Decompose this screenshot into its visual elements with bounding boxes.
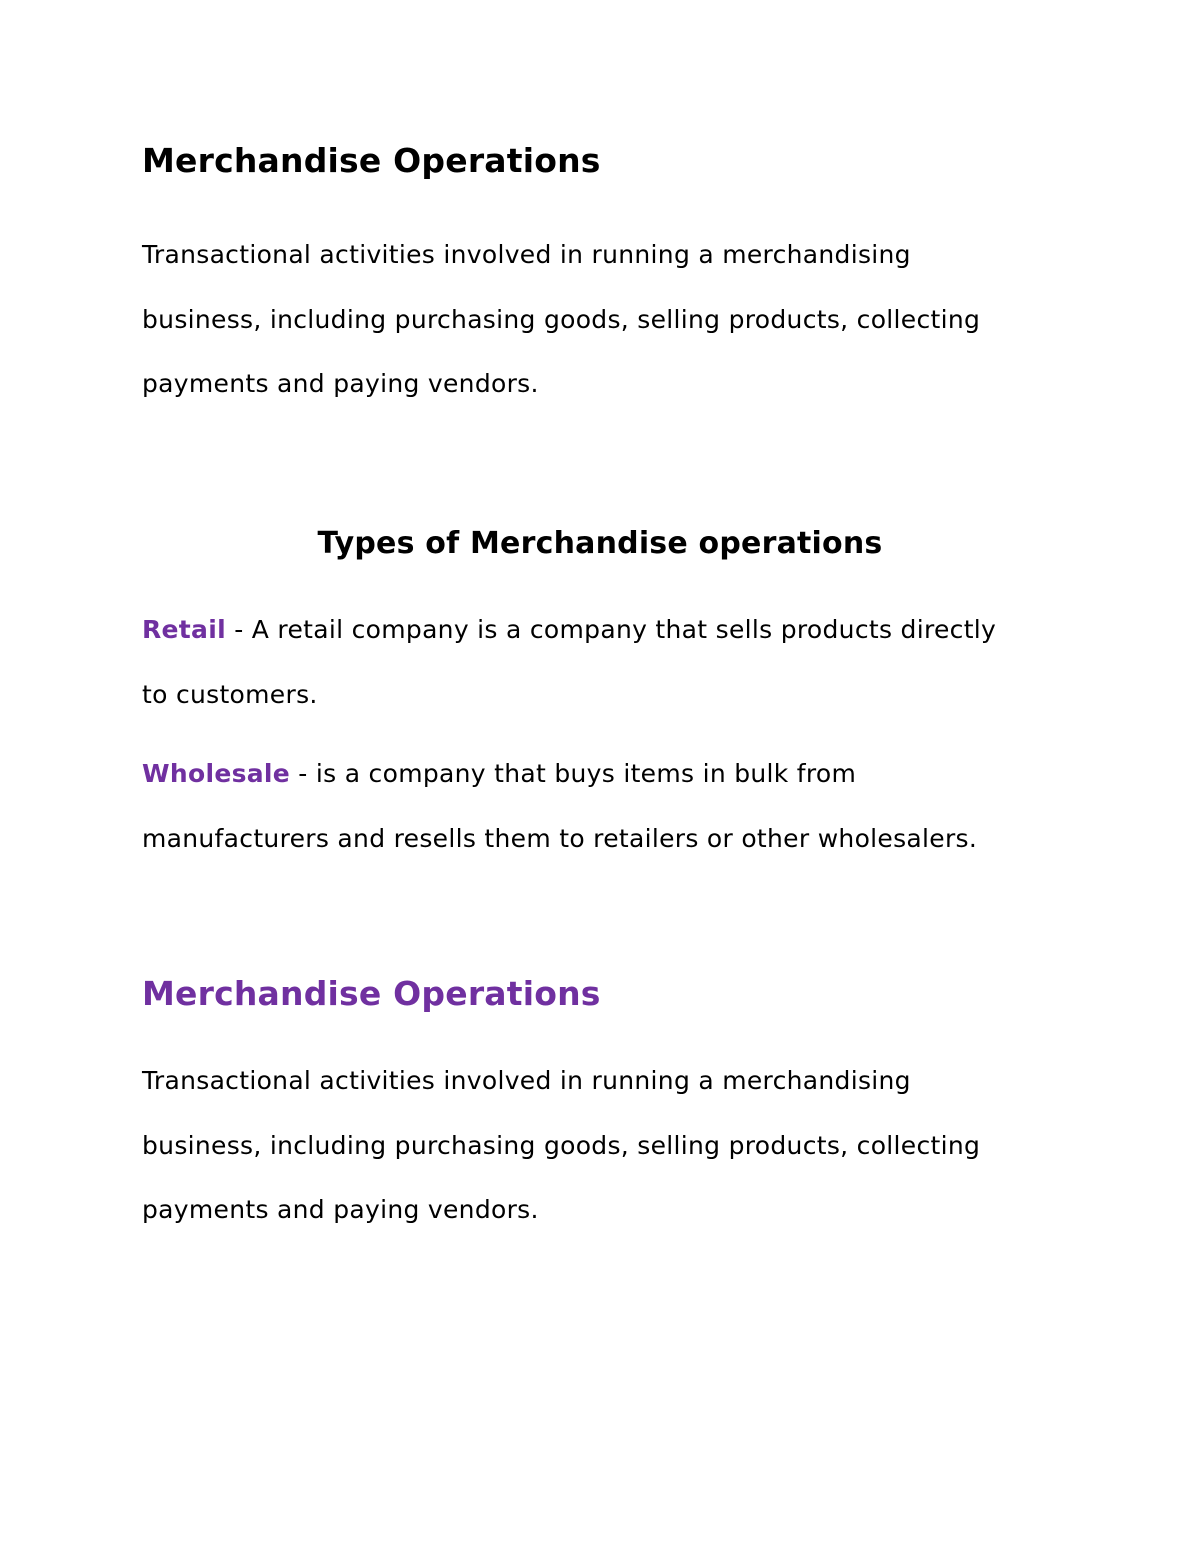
section-heading-merchandise-operations: Merchandise Operations xyxy=(142,141,601,180)
wholesale-term: Wholesale xyxy=(142,759,291,788)
definition-paragraph xyxy=(142,223,1082,417)
section-heading-types: Types of Merchandise operations xyxy=(317,526,883,561)
wholesale-paragraph xyxy=(142,742,1082,871)
retail-definition: - A retail company is a company that sells products directly xyxy=(225,615,997,644)
definition-paragraph-repeat xyxy=(142,1049,1082,1243)
retail-paragraph xyxy=(142,598,1082,727)
paragraph-line xyxy=(142,742,1082,807)
paragraph-line: manufacturers and resells them to retailers or other wholesalers. xyxy=(142,823,978,853)
paragraph-line: business, including purchasing goods, selling products, collecting xyxy=(142,304,981,334)
paragraph-line: business, including purchasing goods, selling products, collecting xyxy=(142,1130,981,1160)
section-heading-merchandise-operations-accent: Merchandise Operations xyxy=(142,974,601,1013)
paragraph-line: payments and paying vendors. xyxy=(142,369,539,398)
paragraph-line: Transactional activities involved in running a merchandising xyxy=(142,1066,911,1095)
paragraph-line xyxy=(142,598,1082,663)
retail-term: Retail xyxy=(142,615,226,644)
wholesale-definition: - is a company that buys items in bulk from xyxy=(290,759,857,788)
paragraph-line: to customers. xyxy=(142,679,318,709)
paragraph-line: Transactional activities involved in running a merchandising xyxy=(142,240,911,269)
paragraph-line: payments and paying vendors. xyxy=(142,1195,539,1224)
